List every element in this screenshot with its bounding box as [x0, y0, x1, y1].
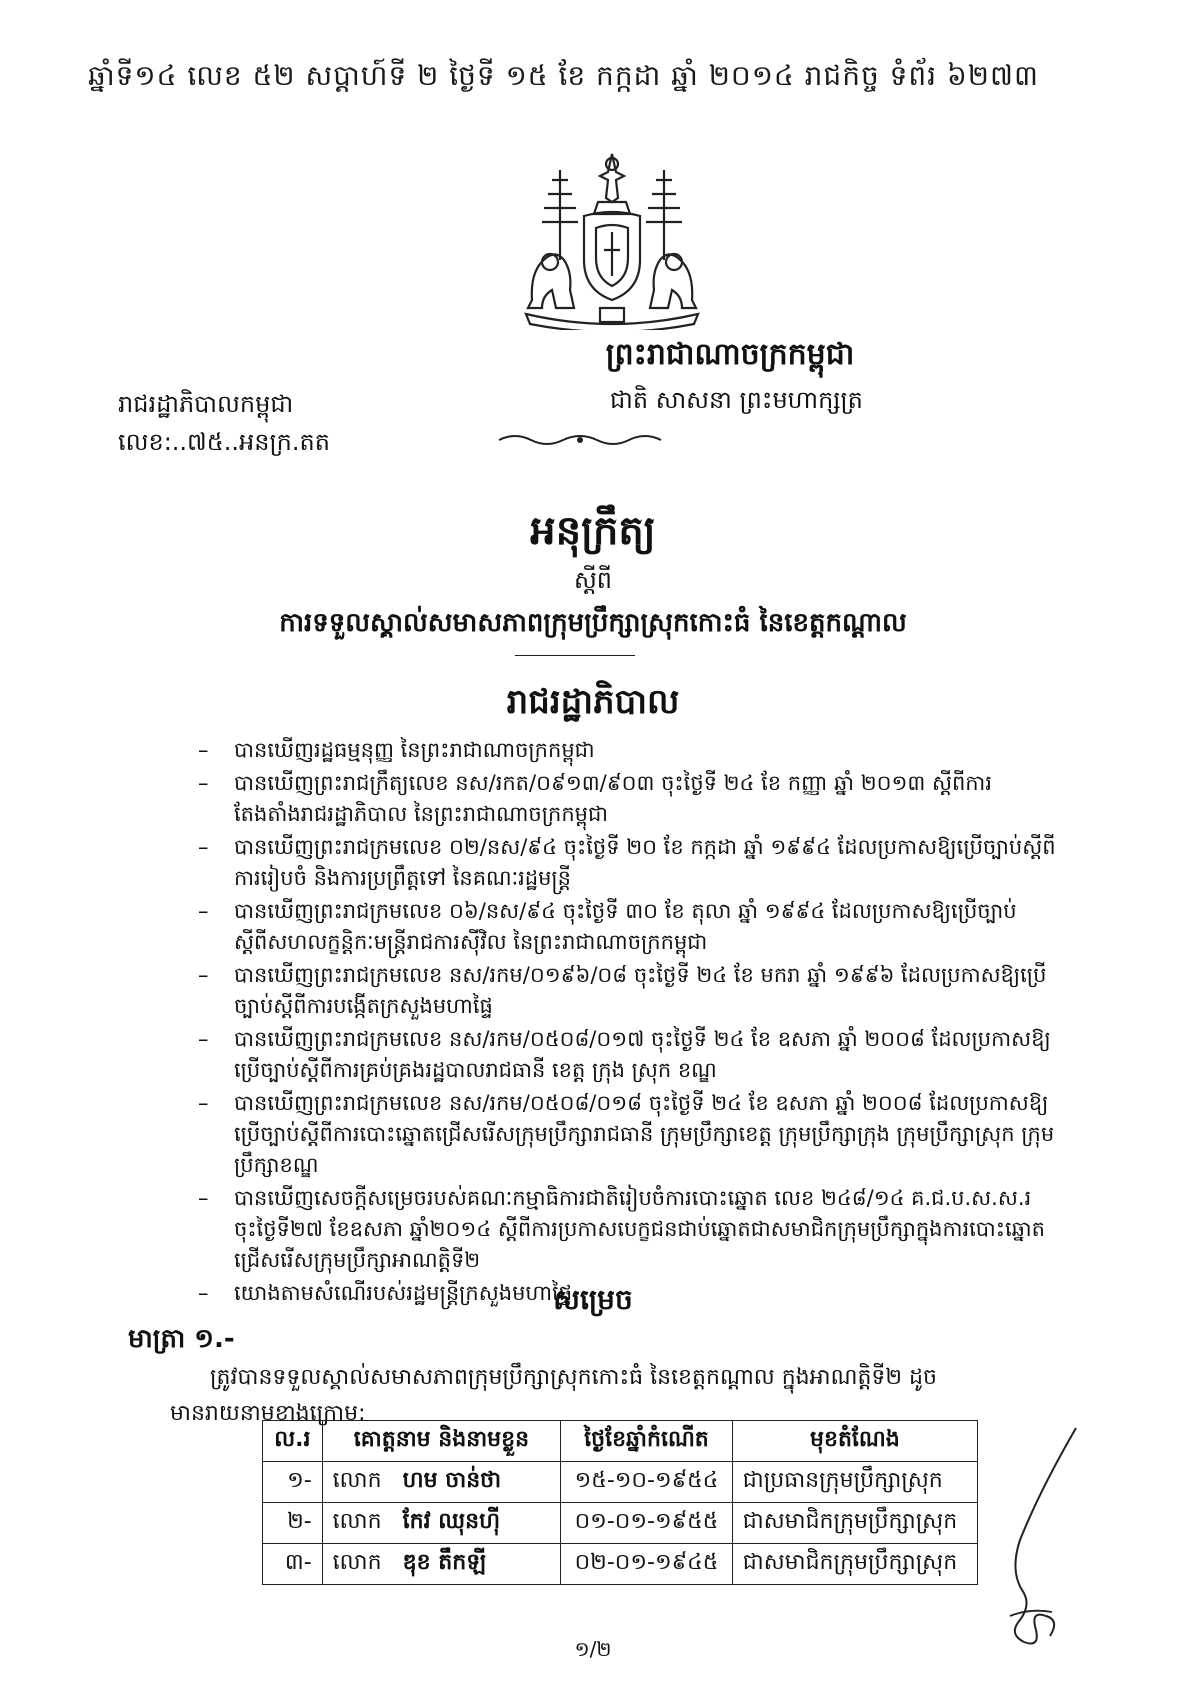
ornament-divider-icon — [495, 430, 665, 450]
cell-no: ២- — [263, 1503, 323, 1544]
cell-position: ជាសមាជិកក្រុមប្រឹក្សាស្រុក — [732, 1503, 977, 1544]
consideration-item: – បានឃើញសេចក្តីសម្រេចរបស់គណៈកម្មាធិការជាតិរៀបចំការបោះឆ្នោត លេខ ២៤៨/១៤ គ.ជ.ប.ស.ស.រ ចុះថ្ងៃទី២៧ ខែឧសភា ឆ្នាំ២០១៤ ស្តីពីការប្រកាសបេក្ខជនជាប់ឆ្នោតជាសមាជិកក្រុមប្រឹក្សាក្នុងការបោះឆ្នោតជ្រើសរើសក្រុមប្រឹក្សាអាណត្តិទី២ — [198, 1186, 1046, 1272]
cell-name: លោក ហម ចាន់ថា — [322, 1462, 561, 1503]
kingdom-title: ព្រះរាជាណាចក្រកម្ពុជា — [605, 337, 855, 372]
gazette-header: ឆ្នាំទី១៤ លេខ ៥២ សប្តាហ៍ទី ២ ថ្ងៃទី ១៥ ខែ កក្កដា ឆ្នាំ ២០១៤ រាជកិច្ច ទំព័រ ៦២៧៣ — [88, 59, 1039, 92]
decree-about: ស្តីពី — [573, 566, 613, 594]
divider — [515, 655, 635, 656]
decree-subject: ការទទួលស្គាល់សមាសភាពក្រុមប្រឹក្សាស្រុកកោះធំ នៃខេត្តកណ្តាល — [279, 608, 907, 638]
cell-position: ជាសមាជិកក្រុមប្រឹក្សាស្រុក — [732, 1544, 977, 1585]
table-row — [263, 1503, 978, 1544]
decree-title: អនុក្រឹត្យ — [530, 508, 656, 554]
consideration-item: – បានឃើញព្រះរាជក្រឹត្យលេខ នស/រកត/០៩១៣/៩០៣ ចុះថ្ងៃទី ២៤ ខែ កញ្ញា ឆ្នាំ ២០១៣ ស្តីពីការតែងតាំងរាជរដ្ឋាភិបាល នៃព្រះរាជាណាចក្រកម្ពុជា — [198, 771, 992, 826]
table-row — [263, 1462, 978, 1503]
consideration-item: – បានឃើញព្រះរាជក្រមលេខ នស/រកម/០៥០៨/០១៨ ចុះថ្ងៃទី ២៤ ខែ ឧសភា ឆ្នាំ ២០០៨ ដែលប្រកាសឱ្យប្រើច្បាប់ស្តីពីការបោះឆ្នោតជ្រើសរើសក្រុមប្រឹក្សារាជធានី ក្រុមប្រឹក្សាខេត្ត ក្រុមប្រឹក្សាក្រុង ក្រុមប្រឹក្សាស្រុក ក្រុមប្រឹក្សាខណ្ឌ — [198, 1091, 1055, 1177]
cell-no: ៣- — [263, 1544, 323, 1585]
cell-position: ជាប្រធានក្រុមប្រឹក្សាស្រុក — [732, 1462, 977, 1503]
government-name: រាជរដ្ឋាភិបាលកម្ពុជា — [118, 390, 294, 418]
cell-dob: ០២-០១-១៩៤៥ — [561, 1544, 733, 1585]
col-header-name: គោត្តនាម និងនាមខ្លួន — [322, 1421, 561, 1462]
consideration-item: – បានឃើញព្រះរាជក្រមលេខ ០៦/នស/៩៤ ចុះថ្ងៃទី ៣០ ខែ តុលា ឆ្នាំ ១៩៩៤ ដែលប្រកាសឱ្យប្រើច្បាប់ស្តីពីសហលក្ខន្តិកៈមន្ត្រីរាជការស៊ីវិល នៃព្រះរាជាណាចក្រកម្ពុជា — [198, 899, 1017, 954]
consideration-item: – បានឃើញព្រះរាជក្រមលេខ ០២/នស/៩៤ ចុះថ្ងៃទី ២០ ខែ កក្កដា ឆ្នាំ ១៩៩៤ ដែលប្រកាសឱ្យប្រើច្បាប់ស្តីពីការរៀបចំ និងការប្រព្រឹត្តទៅ នៃគណៈរដ្ឋមន្ត្រី — [198, 835, 1056, 890]
article-text — [170, 1360, 1040, 1426]
cell-name: លោក ឌុខ តឹកឡី — [322, 1544, 561, 1585]
members-table — [262, 1420, 978, 1585]
col-header-dob: ថ្ងៃខែឆ្នាំកំណើត — [561, 1421, 733, 1462]
col-header-no: ល.រ — [263, 1421, 323, 1462]
col-header-position: មុខតំណែង — [732, 1421, 977, 1462]
cell-no: ១- — [263, 1462, 323, 1503]
cell-dob: ០១-០១-១៩៥៥ — [561, 1503, 733, 1544]
article-text-line: មានរាយនាមខាងក្រោម: — [170, 1401, 366, 1426]
table-header-row — [263, 1421, 978, 1462]
signature-icon — [980, 1420, 1090, 1660]
decision-heading: សម្រេច — [553, 1283, 633, 1316]
article-text-line: ត្រូវបានទទួលស្គាល់សមាសភាពក្រុមប្រឹក្សាស្រុកកោះធំ នៃខេត្តកណ្តាល ក្នុងអាណត្តិទី២ ដូច — [210, 1365, 937, 1390]
consideration-item: – បានឃើញព្រះរាជក្រមលេខ នស/រកម/០៥០៨/០១៧ ចុះថ្ងៃទី ២៤ ខែ ឧសភា ឆ្នាំ ២០០៨ ដែលប្រកាសឱ្យប្រើច្បាប់ស្តីពីការគ្រប់គ្រងរដ្ឋបាលរាជធានី ខេត្ត ក្រុង ស្រុក ខណ្ឌ — [198, 1027, 1051, 1082]
cell-dob: ១៥-១០-១៩៥៤ — [561, 1462, 733, 1503]
issuer-block — [118, 385, 330, 461]
considerations-list — [198, 735, 1058, 1311]
article-label: មាត្រា ១.- — [128, 1324, 235, 1354]
table-row — [263, 1544, 978, 1585]
national-motto: ជាតិ សាសនា ព្រះមហាក្សត្រ — [610, 386, 863, 414]
issuer-title: រាជរដ្ឋាភិបាល — [506, 682, 680, 722]
consideration-item: – បានឃើញព្រះរាជក្រមលេខ នស/រកម/០១៩៦/០៨ ចុះថ្ងៃទី ២៤ ខែ មករា ឆ្នាំ ១៩៩៦ ដែលប្រកាសឱ្យប្រើច្បាប់ស្តីពីការបង្កើតក្រសួងមហាផ្ទៃ — [198, 963, 1047, 1018]
consideration-item: – យោងតាមសំណើរបស់រដ្ឋមន្ត្រីក្រសួងមហាផ្ទៃ — [198, 1281, 573, 1305]
decree-number: លេខ:..៧៥..អនក្រ.តត — [118, 428, 330, 456]
consideration-item: – បានឃើញរដ្ឋធម្មនុញ្ញ នៃព្រះរាជាណាចក្រកម្ពុជា — [198, 738, 595, 762]
cell-name: លោក កែវ ឈុនហ៊ី — [322, 1503, 561, 1544]
royal-coat-of-arms-icon — [512, 150, 712, 330]
page-number: ១/២ — [574, 1637, 612, 1661]
